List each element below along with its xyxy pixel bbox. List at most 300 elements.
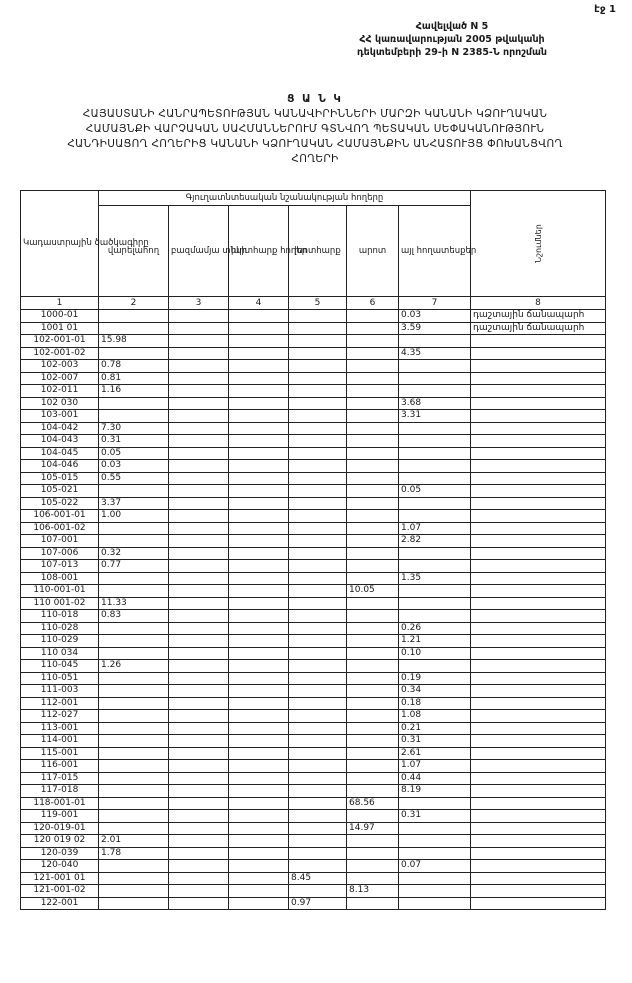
- area-cell: [289, 772, 347, 785]
- area-cell: [169, 797, 229, 810]
- area-cell: [289, 735, 347, 748]
- cadastral-code-cell: 102-007: [21, 372, 99, 385]
- area-cell: [289, 622, 347, 635]
- area-cell: 14.97: [347, 822, 399, 835]
- cadastral-code-cell: 110-051: [21, 672, 99, 685]
- table-row: [21, 897, 606, 910]
- notes-cell: [471, 397, 606, 410]
- cadastral-code-cell: 108-001: [21, 572, 99, 585]
- area-cell: [399, 597, 471, 610]
- area-cell: [169, 635, 229, 648]
- cadastral-code-cell: 105-021: [21, 485, 99, 498]
- area-cell: [347, 535, 399, 548]
- area-cell: [289, 797, 347, 810]
- header-pasture: խոտհարք: [289, 206, 347, 297]
- area-cell: [347, 547, 399, 560]
- cadastral-code-cell: 111-003: [21, 685, 99, 698]
- area-cell: 2.61: [399, 747, 471, 760]
- cadastral-code-cell: 110-001-01: [21, 585, 99, 598]
- area-cell: [347, 360, 399, 373]
- notes-cell: [471, 435, 606, 448]
- area-cell: [229, 897, 289, 910]
- notes-cell: [471, 872, 606, 885]
- area-cell: [229, 360, 289, 373]
- area-cell: [229, 347, 289, 360]
- area-cell: 11.33: [99, 597, 169, 610]
- area-cell: [99, 772, 169, 785]
- notes-cell: [471, 347, 606, 360]
- notes-cell: [471, 635, 606, 648]
- document-title: [20, 92, 610, 167]
- area-cell: [169, 410, 229, 423]
- table-row: [21, 622, 606, 635]
- area-cell: 0.34: [399, 685, 471, 698]
- area-cell: [347, 335, 399, 348]
- area-cell: [289, 385, 347, 398]
- area-cell: [347, 310, 399, 323]
- area-cell: [169, 335, 229, 348]
- area-cell: [289, 572, 347, 585]
- notes-cell: [471, 510, 606, 523]
- area-cell: 0.18: [399, 697, 471, 710]
- title-line-3: ՀԱՆԴԻՍԱՑՈՂ ՀՈՂԵՐԻՑ ԿԱՆԱՆԻ ԿՁՈՒՂԱԿԱՆ ՀԱՄԱՅՆՔԻՆ ԱՆՀԱՏՈՒՅՑ ՓՈԽԱՆՑՎՈՂ: [67, 138, 563, 150]
- area-cell: [399, 360, 471, 373]
- notes-cell: [471, 447, 606, 460]
- area-cell: [169, 860, 229, 873]
- area-cell: [169, 472, 229, 485]
- area-cell: [289, 597, 347, 610]
- table-row: [21, 735, 606, 748]
- table-row: [21, 772, 606, 785]
- cadastral-code-cell: 104-046: [21, 460, 99, 473]
- cadastral-code-cell: 102-001-01: [21, 335, 99, 348]
- area-cell: [289, 672, 347, 685]
- cadastral-code-cell: 112-001: [21, 697, 99, 710]
- area-cell: [169, 597, 229, 610]
- area-cell: [289, 447, 347, 460]
- annex-line-3: դեկտեմբերի 29-ի N 2385-Ն որոշման: [356, 47, 548, 58]
- area-cell: [289, 310, 347, 323]
- notes-cell: [471, 535, 606, 548]
- area-cell: [289, 322, 347, 335]
- cadastral-code-cell: 110-018: [21, 610, 99, 623]
- area-cell: [347, 722, 399, 735]
- area-cell: [347, 460, 399, 473]
- notes-cell: [471, 422, 606, 435]
- notes-cell: [471, 860, 606, 873]
- notes-cell: [471, 672, 606, 685]
- area-cell: [99, 635, 169, 648]
- area-cell: [169, 710, 229, 723]
- area-cell: [169, 810, 229, 823]
- area-cell: [169, 385, 229, 398]
- notes-cell: [471, 747, 606, 760]
- area-cell: [169, 497, 229, 510]
- notes-cell: դաշտային ճանապարհ: [471, 310, 606, 323]
- area-cell: [169, 322, 229, 335]
- notes-cell: [471, 622, 606, 635]
- title-word: Ց Ա Ն Կ: [287, 93, 343, 105]
- area-cell: [289, 635, 347, 648]
- area-cell: [229, 597, 289, 610]
- notes-cell: [471, 360, 606, 373]
- area-cell: [347, 622, 399, 635]
- area-cell: [169, 647, 229, 660]
- area-cell: [289, 747, 347, 760]
- area-cell: [229, 822, 289, 835]
- area-cell: [399, 422, 471, 435]
- table-row: [21, 535, 606, 548]
- area-cell: [289, 760, 347, 773]
- area-cell: 0.03: [99, 460, 169, 473]
- area-cell: [289, 822, 347, 835]
- cadastral-code-cell: 121-001-02: [21, 885, 99, 898]
- area-cell: [169, 785, 229, 798]
- title-line-1: ՀԱՅԱՍՏԱՆԻ ՀԱՆՐԱՊԵՏՈՒԹՅԱՆ ԿԱՆԱՎԻՐԻՆՆԵՐԻ ՄԱՐԶԻ ԿԱՆԱՆԻ ԿՁՈՒՂԱԿԱՆ: [82, 108, 548, 120]
- area-cell: [99, 697, 169, 710]
- cadastral-code-cell: 110 001-02: [21, 597, 99, 610]
- area-cell: [229, 460, 289, 473]
- cadastral-code-cell: 107-006: [21, 547, 99, 560]
- area-cell: [399, 610, 471, 623]
- area-cell: [229, 672, 289, 685]
- area-cell: 0.81: [99, 372, 169, 385]
- area-cell: 3.68: [399, 397, 471, 410]
- table-row: [21, 372, 606, 385]
- area-cell: [99, 735, 169, 748]
- area-cell: [347, 760, 399, 773]
- area-cell: [399, 885, 471, 898]
- area-cell: [169, 485, 229, 498]
- table-row: [21, 447, 606, 460]
- notes-cell: [471, 385, 606, 398]
- area-cell: [229, 735, 289, 748]
- area-cell: [289, 722, 347, 735]
- area-cell: [399, 560, 471, 573]
- area-cell: [399, 472, 471, 485]
- area-cell: [99, 710, 169, 723]
- area-cell: [289, 860, 347, 873]
- header-notes-label: Նշումներ: [533, 224, 543, 263]
- column-number: 1: [21, 297, 99, 310]
- area-cell: [229, 710, 289, 723]
- table-row: [21, 485, 606, 498]
- area-cell: [347, 847, 399, 860]
- notes-cell: [471, 335, 606, 348]
- table-row: [21, 810, 606, 823]
- area-cell: [229, 747, 289, 760]
- cadastral-code-cell: 104-043: [21, 435, 99, 448]
- area-cell: 10.05: [347, 585, 399, 598]
- table-row: [21, 385, 606, 398]
- cadastral-code-cell: 115-001: [21, 747, 99, 760]
- area-cell: [169, 360, 229, 373]
- area-cell: [229, 485, 289, 498]
- header-hayfield: խոտհարք հողեր: [229, 206, 289, 297]
- area-cell: 1.35: [399, 572, 471, 585]
- area-cell: [169, 447, 229, 460]
- area-cell: 1.16: [99, 385, 169, 398]
- area-cell: [289, 660, 347, 673]
- area-cell: [399, 497, 471, 510]
- area-cell: [229, 547, 289, 560]
- area-cell: [347, 372, 399, 385]
- area-cell: [229, 472, 289, 485]
- area-cell: [399, 447, 471, 460]
- area-cell: [347, 672, 399, 685]
- area-cell: [347, 347, 399, 360]
- area-cell: [169, 872, 229, 885]
- area-cell: [169, 672, 229, 685]
- notes-cell: [471, 572, 606, 585]
- notes-cell: [471, 760, 606, 773]
- area-cell: [289, 885, 347, 898]
- area-cell: [347, 560, 399, 573]
- area-cell: [229, 510, 289, 523]
- area-cell: [229, 847, 289, 860]
- table-row: [21, 322, 606, 335]
- area-cell: [229, 410, 289, 423]
- notes-cell: [471, 722, 606, 735]
- area-cell: [99, 410, 169, 423]
- area-cell: [399, 835, 471, 848]
- column-number: 5: [289, 297, 347, 310]
- area-cell: [289, 785, 347, 798]
- table-row: [21, 722, 606, 735]
- area-cell: [289, 335, 347, 348]
- area-cell: [347, 435, 399, 448]
- area-cell: 4.35: [399, 347, 471, 360]
- area-cell: [229, 785, 289, 798]
- area-cell: [169, 535, 229, 548]
- area-cell: 68.56: [347, 797, 399, 810]
- area-cell: [99, 622, 169, 635]
- area-cell: [399, 797, 471, 810]
- table-row: [21, 397, 606, 410]
- area-cell: [169, 685, 229, 698]
- area-cell: [399, 822, 471, 835]
- table-row: [21, 472, 606, 485]
- area-cell: [169, 397, 229, 410]
- area-cell: [229, 835, 289, 848]
- table-row: [21, 572, 606, 585]
- area-cell: 7.30: [99, 422, 169, 435]
- area-cell: [347, 660, 399, 673]
- area-cell: [99, 885, 169, 898]
- cadastral-code-cell: 114-001: [21, 735, 99, 748]
- column-number: 6: [347, 297, 399, 310]
- area-cell: 3.59: [399, 322, 471, 335]
- cadastral-code-cell: 110-045: [21, 660, 99, 673]
- area-cell: [99, 785, 169, 798]
- area-cell: [229, 622, 289, 635]
- area-cell: 0.44: [399, 772, 471, 785]
- area-cell: [169, 435, 229, 448]
- area-cell: [289, 710, 347, 723]
- area-cell: [347, 472, 399, 485]
- table-row: [21, 510, 606, 523]
- area-cell: [399, 897, 471, 910]
- area-cell: [347, 322, 399, 335]
- area-cell: [169, 772, 229, 785]
- notes-cell: [471, 710, 606, 723]
- table-row: [21, 635, 606, 648]
- area-cell: [347, 897, 399, 910]
- area-cell: 8.19: [399, 785, 471, 798]
- area-cell: [347, 785, 399, 798]
- area-cell: [169, 697, 229, 710]
- table-row: [21, 560, 606, 573]
- notes-cell: [471, 660, 606, 673]
- area-cell: [99, 647, 169, 660]
- area-cell: [289, 610, 347, 623]
- notes-cell: [471, 597, 606, 610]
- notes-cell: [471, 647, 606, 660]
- area-cell: 1.00: [99, 510, 169, 523]
- area-cell: [399, 460, 471, 473]
- notes-cell: [471, 885, 606, 898]
- area-cell: [347, 772, 399, 785]
- table-row: [21, 885, 606, 898]
- area-cell: [229, 422, 289, 435]
- cadastral-code-cell: 116-001: [21, 760, 99, 773]
- area-cell: [289, 810, 347, 823]
- area-cell: 0.05: [99, 447, 169, 460]
- area-cell: [229, 572, 289, 585]
- area-cell: [169, 522, 229, 535]
- notes-cell: [471, 785, 606, 798]
- table-row: [21, 797, 606, 810]
- area-cell: [399, 547, 471, 560]
- cadastral-code-cell: 117-015: [21, 772, 99, 785]
- area-cell: [229, 435, 289, 448]
- notes-cell: [471, 610, 606, 623]
- title-line-2: ՀԱՄԱՅՆՔԻ ՎԱՐՉԱԿԱՆ ՍԱՀՄԱՆՆԵՐՈՒՄ ԳՏՆՎՈՂ ՊԵՏԱԿԱՆ ՍԵՓԱԿԱՆՈՒԹՅՈՒՆ: [85, 123, 545, 135]
- table-row: [21, 410, 606, 423]
- table-row: [21, 685, 606, 698]
- area-cell: [289, 410, 347, 423]
- area-cell: [229, 797, 289, 810]
- table-row: [21, 547, 606, 560]
- area-cell: [229, 535, 289, 548]
- area-cell: [289, 647, 347, 660]
- area-cell: [229, 810, 289, 823]
- cadastral-code-cell: 1001 01: [21, 322, 99, 335]
- area-cell: 0.31: [99, 435, 169, 448]
- area-cell: [229, 685, 289, 698]
- area-cell: [99, 872, 169, 885]
- area-cell: [289, 560, 347, 573]
- notes-cell: [471, 522, 606, 535]
- table-row: [21, 335, 606, 348]
- area-cell: [169, 847, 229, 860]
- annex-line-2: ՀՀ կառավարության 2005 թվականի: [359, 34, 545, 45]
- area-cell: [229, 310, 289, 323]
- area-cell: [347, 710, 399, 723]
- area-cell: [399, 385, 471, 398]
- area-cell: [229, 585, 289, 598]
- cadastral-code-cell: 120-039: [21, 847, 99, 860]
- area-cell: [169, 547, 229, 560]
- area-cell: [229, 372, 289, 385]
- cadastral-code-cell: 119-001: [21, 810, 99, 823]
- cadastral-code-cell: 106-001-01: [21, 510, 99, 523]
- area-cell: 0.31: [399, 735, 471, 748]
- area-cell: 1.07: [399, 760, 471, 773]
- cadastral-code-cell: 112-027: [21, 710, 99, 723]
- cadastral-code-cell: 118-001-01: [21, 797, 99, 810]
- land-table: [20, 190, 606, 910]
- area-cell: [289, 435, 347, 448]
- column-number: 3: [169, 297, 229, 310]
- area-cell: [289, 697, 347, 710]
- area-cell: [99, 535, 169, 548]
- area-cell: [99, 310, 169, 323]
- area-cell: [99, 760, 169, 773]
- area-cell: 0.77: [99, 560, 169, 573]
- cadastral-code-cell: 102 030: [21, 397, 99, 410]
- cadastral-code-cell: 105-022: [21, 497, 99, 510]
- table-row: [21, 697, 606, 710]
- area-cell: [347, 635, 399, 648]
- table-row: [21, 660, 606, 673]
- area-cell: [99, 522, 169, 535]
- column-number-row: [21, 297, 606, 310]
- cadastral-code-cell: 110 034: [21, 647, 99, 660]
- cadastral-code-cell: 102-003: [21, 360, 99, 373]
- area-cell: [229, 385, 289, 398]
- area-cell: [289, 347, 347, 360]
- area-cell: [229, 885, 289, 898]
- area-cell: [169, 897, 229, 910]
- area-cell: [99, 810, 169, 823]
- column-number: 4: [229, 297, 289, 310]
- area-cell: 0.97: [289, 897, 347, 910]
- area-cell: 2.01: [99, 835, 169, 848]
- area-cell: [289, 422, 347, 435]
- cadastral-code-cell: 110-028: [21, 622, 99, 635]
- area-cell: [347, 410, 399, 423]
- notes-cell: [471, 772, 606, 785]
- table-row: [21, 497, 606, 510]
- area-cell: [399, 585, 471, 598]
- area-cell: [169, 585, 229, 598]
- notes-cell: [471, 485, 606, 498]
- area-cell: 2.82: [399, 535, 471, 548]
- area-cell: [229, 772, 289, 785]
- area-cell: [289, 535, 347, 548]
- header-area: արոտ: [347, 206, 399, 297]
- area-cell: [169, 422, 229, 435]
- table-row: [21, 785, 606, 798]
- area-cell: [399, 510, 471, 523]
- area-cell: [347, 597, 399, 610]
- table-row: [21, 647, 606, 660]
- area-cell: [229, 397, 289, 410]
- table-row: [21, 835, 606, 848]
- area-cell: [347, 697, 399, 710]
- area-cell: [347, 385, 399, 398]
- area-cell: [169, 347, 229, 360]
- area-cell: [347, 510, 399, 523]
- area-cell: [169, 622, 229, 635]
- area-cell: [347, 747, 399, 760]
- header-code: Կադաստրային ծածկագիրը: [21, 191, 99, 297]
- area-cell: [347, 647, 399, 660]
- cadastral-code-cell: 121-001 01: [21, 872, 99, 885]
- area-cell: [169, 460, 229, 473]
- cadastral-code-cell: 122-001: [21, 897, 99, 910]
